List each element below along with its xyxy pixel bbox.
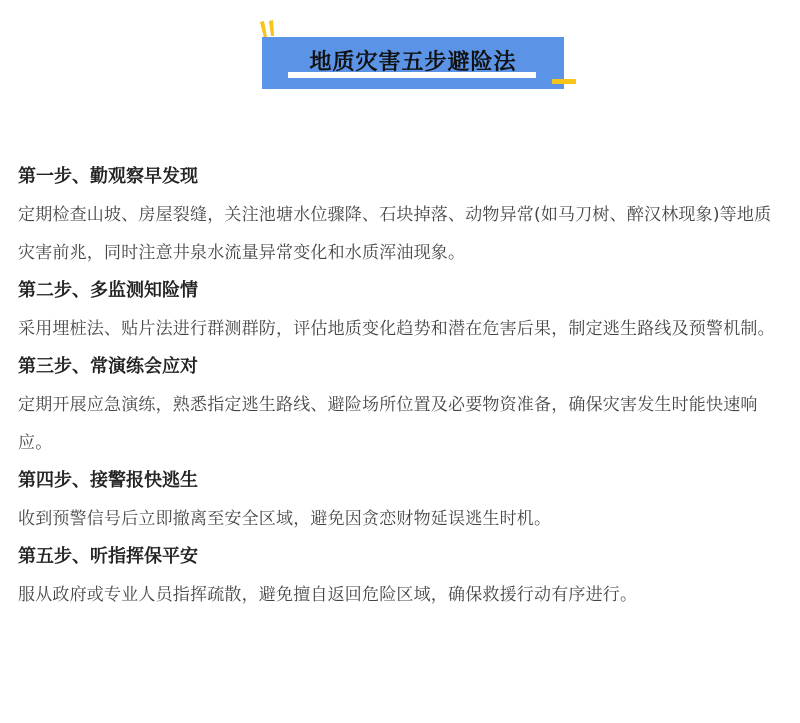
accent-dash-icon bbox=[552, 79, 576, 84]
step-5 bbox=[18, 538, 788, 614]
step-4 bbox=[18, 462, 788, 538]
step-heading: 第三步、常演练会应对 bbox=[18, 356, 198, 377]
page-title: 地质灾害五步避险法 bbox=[309, 50, 517, 75]
step-heading: 第一步、勤观察早发现 bbox=[18, 166, 198, 187]
step-2 bbox=[18, 272, 788, 348]
step-heading: 第五步、听指挥保平安 bbox=[18, 546, 198, 567]
step-body: 收到预警信号后立即撤离至安全区域，避免因贪恋财物延误逃生时机。 bbox=[18, 509, 552, 529]
step-heading: 第四步、接警报快逃生 bbox=[18, 470, 198, 491]
step-body: 定期检查山坡、房屋裂缝，关注池塘水位骤降、石块掉落、动物异常(如马刀树、醉汉林现象)等地质灾害前兆，同时注意井泉水流量异常变化和水质浑油现象。 bbox=[18, 205, 772, 263]
step-heading: 第二步、多监测知险情 bbox=[18, 280, 198, 301]
step-3 bbox=[18, 348, 788, 462]
step-1 bbox=[18, 158, 788, 272]
step-body: 采用埋桩法、贴片法进行群测群防，评估地质变化趋势和潜在危害后果，制定逃生路线及预警机制。 bbox=[18, 319, 775, 339]
step-body: 服从政府或专业人员指挥疏散，避免擅自返回危险区域，确保救援行动有序进行。 bbox=[18, 585, 638, 605]
step-body: 定期开展应急演练，熟悉指定逃生路线、避险场所位置及必要物资准备，确保灾害发生时能快速响应。 bbox=[18, 395, 758, 453]
steps-list bbox=[18, 158, 788, 614]
title-area bbox=[0, 0, 800, 100]
